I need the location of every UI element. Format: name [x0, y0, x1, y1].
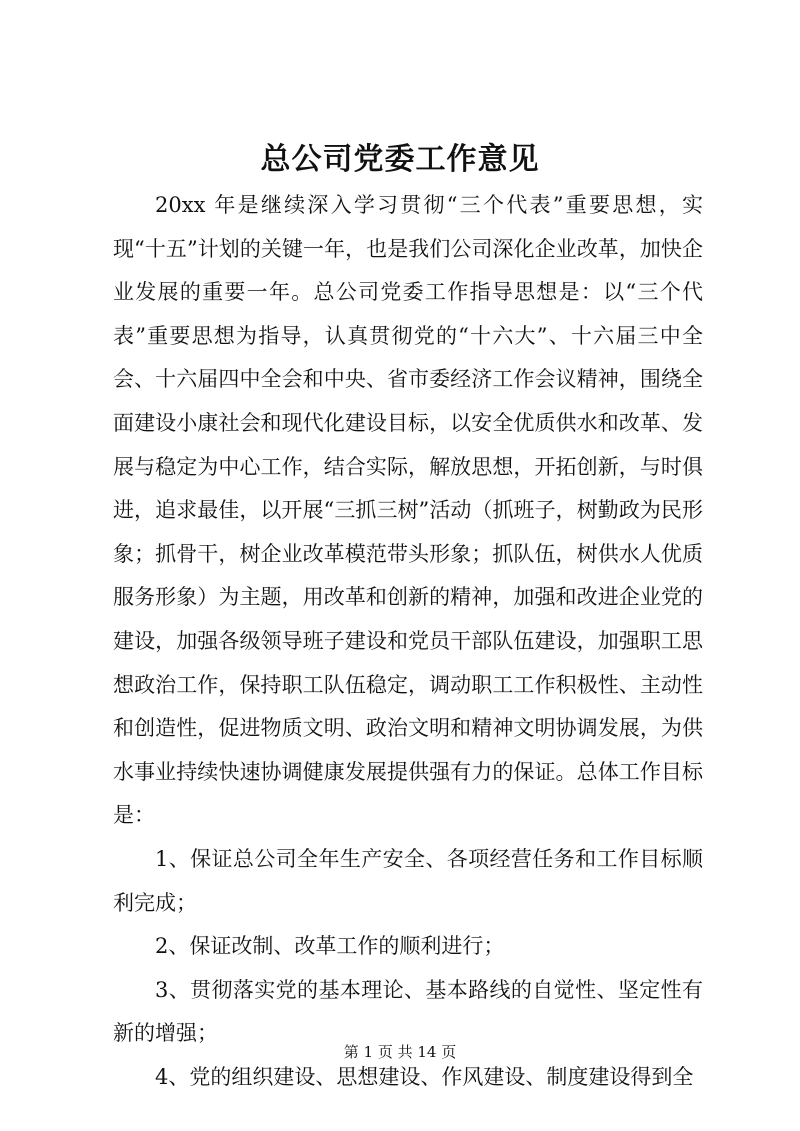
paragraph-goal-3: 3、贯彻落实党的基本理论、基本路线的自觉性、坚定性有新的增强； — [113, 977, 703, 1046]
document-body — [113, 184, 703, 1099]
paragraph-goal-2: 2、保证改制、改革工作的顺利进行； — [155, 934, 505, 959]
paragraph-intro: 20xx 年是继续深入学习贯彻“三个代表”重要思想，实现“十五”计划的关键一年，也是我们公司深化企业改革，加快企业发展的重要一年。总公司党委工作指导思想是：以“三个代表”重要思想为指导，认真贯彻党的“十六大”、十六届三中全会、十六届四中全会和中央、省市委经济工作会议精神，围绕全面建设小康社会和现代化建设目标，以安全优质供水和改革、发展与稳定为中心工作，结合实际，解放思想，开拓创新，与时俱进，追求最佳，以开展“三抓三树”活动（抓班子，树勤政为民形象；抓骨干，树企业改革模范带头形象；抓队伍，树供水人优质服务形象）为主题，用改革和创新的精神，加强和改进企业党的建设，加强各级领导班子建设和党员干部队伍建设，加强职工思想政治工作，保持职工队伍稳定，调动职工工作积极性、主动性和创造性，促进物质文明、政治文明和精神文明协调发展，为供水事业持续快速协调健康发展提供强有力的保证。总体工作目标是： — [113, 193, 703, 828]
paragraph-goal-4: 4、党的组织建设、思想建设、作风建设、制度建设得到全 — [155, 1064, 694, 1089]
page-number-footer: 第 1 页 共 14 页 — [343, 1043, 457, 1061]
paragraph-goal-1: 1、保证总公司全年生产安全、各项经营任务和工作目标顺利完成； — [113, 846, 703, 915]
document-title: 总公司党委工作意见 — [260, 142, 540, 177]
